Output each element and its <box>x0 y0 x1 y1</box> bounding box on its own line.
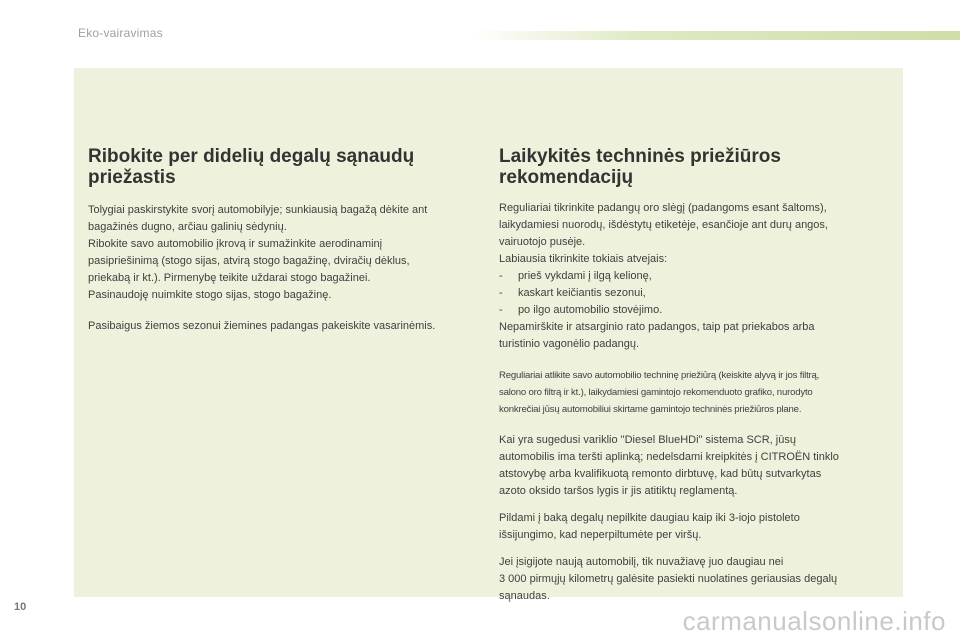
left-column <box>88 146 484 335</box>
right-paragraph-2-small <box>499 367 897 418</box>
text-line: Pasibaigus žiemos sezonui žiemines padangas pakeiskite vasarinėmis. <box>88 320 436 332</box>
section-title: Eko-vairavimas <box>78 26 163 40</box>
left-paragraph-2 <box>88 318 484 335</box>
text-line: priekabą ir kt.). Pirmenybę teikite uždarai stogo bagažinei. <box>88 272 371 284</box>
left-paragraph-1 <box>88 202 484 304</box>
text-line: laikydamiesi nuorodų, išdėstytų etiketėje, esančioje ant durų angos, <box>499 219 828 231</box>
text-line: Kai yra sugedusi variklio "Diesel BlueHDi" sistema SCR, jūsų <box>499 434 796 446</box>
text-line: bagažinės dugno, arčiau galinių sėdynių. <box>88 221 287 233</box>
spacer <box>88 304 484 318</box>
left-heading-line: Ribokite per didelių degalų sąnaudų <box>88 146 415 167</box>
right-paragraph-4 <box>499 510 897 544</box>
text-line: Ribokite savo automobilio įkrovą ir sumažinkite aerodinaminį <box>88 238 383 250</box>
right-heading-line: Laikykitės techninės priežiūros <box>499 146 781 167</box>
list-item: - po ilgo automobilio stovėjimo. <box>499 304 663 316</box>
right-column <box>499 146 897 605</box>
text-line: 3 000 pirmųjų kilometrų galėsite pasiekti nuolatines geriausias degalų <box>499 573 838 585</box>
text-line: turistinio vagonėlio padangų. <box>499 338 640 350</box>
right-paragraph-3 <box>499 432 897 500</box>
text-line: azoto oksido taršos lygis ir jis atitiktų reglamentą. <box>499 485 738 497</box>
right-paragraph-5 <box>499 554 897 605</box>
list-item: - prieš vykdami į ilgą kelionę, <box>499 270 652 282</box>
right-heading-line: rekomendacijų <box>499 167 634 188</box>
text-line: vairuotojo pusėje. <box>499 236 586 248</box>
text-line: Jei įsigijote naują automobilį, tik nuvažiavę juo daugiau nei <box>499 556 784 568</box>
text-line: Reguliariai atlikite savo automobilio techninę priežiūrą (keiskite alyvą ir jos filtrą, <box>499 370 820 381</box>
text-line: atstovybę arba kvalifikuotą remonto dirbtuvę, kad būtų sutvarkytas <box>499 468 822 480</box>
content-panel <box>74 68 903 602</box>
text-line: išsijungimo, kad neperpiltumėte per viršų. <box>499 529 702 541</box>
text-line: pasipriešinimą (stogo sijas, atvirą stogo bagažinę, dviračių dėklus, <box>88 255 410 267</box>
right-paragraph-1 <box>499 200 897 353</box>
spacer <box>499 500 897 510</box>
spacer <box>499 353 897 367</box>
text-line: konkrečiai jūsų automobiliui skirtame gamintojo techninės priežiūros plane. <box>499 404 802 415</box>
spacer <box>499 418 897 432</box>
text-line: automobilis ima teršti aplinką; nedelsdami kreipkitės į CITROËN tinklo <box>499 451 839 463</box>
text-line: salono oro filtrą ir kt.), laikydamiesi gamintojo rekomenduoto grafiko, nurodyto <box>499 387 813 398</box>
text-line: Nepamirškite ir atsarginio rato padangos, taip pat priekabos arba <box>499 321 815 333</box>
left-heading-line: priežastis <box>88 167 176 188</box>
text-line: sąnaudas. <box>499 590 550 602</box>
text-line: Pasinaudoję nuimkite stogo sijas, stogo bagažinę. <box>88 289 332 301</box>
right-heading <box>499 146 897 188</box>
page-number: 10 <box>14 601 27 613</box>
text-line: Tolygiai paskirstykite svorį automobilyje; sunkiausią bagažą dėkite ant <box>88 204 428 216</box>
text-line: Pildami į baką degalų nepilkite daugiau kaip iki 3-iojo pistoleto <box>499 512 800 524</box>
list-item: - kaskart keičiantis sezonui, <box>499 287 646 299</box>
text-line: Reguliariai tikrinkite padangų oro slėgį (padangoms esant šaltoms), <box>499 202 827 214</box>
text-line: Labiausia tikrinkite tokiais atvejais: <box>499 253 668 265</box>
header-decor-bar <box>470 31 960 40</box>
watermark: carmanualsonline.info <box>682 606 946 636</box>
spacer <box>499 544 897 554</box>
left-heading <box>88 146 484 188</box>
